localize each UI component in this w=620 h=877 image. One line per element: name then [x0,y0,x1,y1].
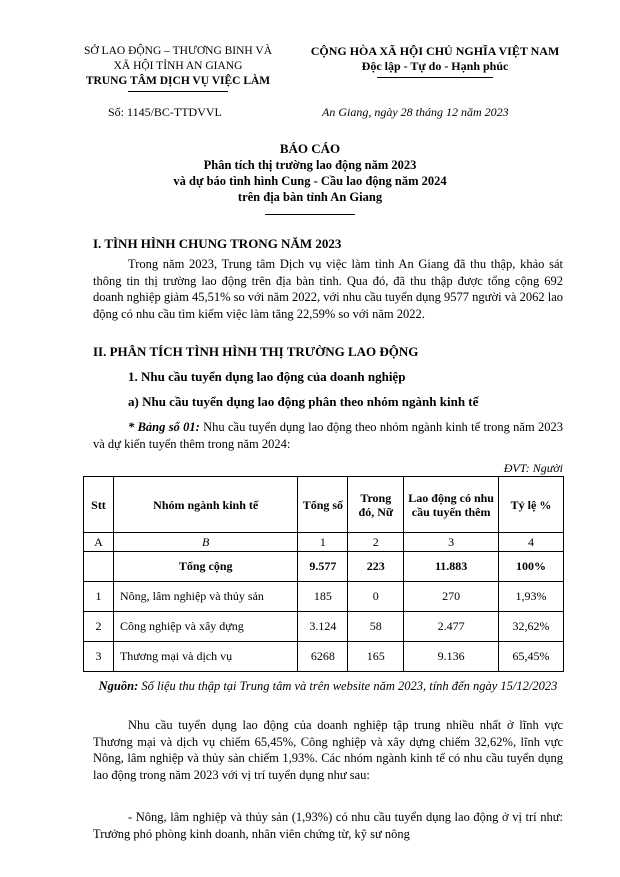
index-cell: 2 [348,533,404,552]
agency-line-1: SỞ LAO ĐỘNG – THƯƠNG BINH VÀ [83,45,273,57]
row-total-cell: 6268 [298,642,348,672]
row-group-cell: Nông, lâm nghiệp và thủy sản [113,582,297,612]
header-stt: Stt [84,477,114,533]
table-row [84,582,564,612]
unit-label: ĐVT: Người [503,461,563,475]
index-cell: 1 [298,533,348,552]
table-row [84,612,564,642]
title-underline [265,214,355,215]
row-group-cell: Công nghiệp và xây dựng [113,612,297,642]
document-date: An Giang, ngày 28 tháng 12 năm 2023 [322,105,509,119]
national-header [300,44,570,74]
report-subtitle [40,157,580,205]
total-female-cell: 223 [348,552,404,582]
table-header-row [84,477,564,533]
row-demand-cell: 270 [404,582,499,612]
total-total-cell: 9.577 [298,552,348,582]
country-name: CỘNG HÒA XÃ HỘI CHỦ NGHĨA VIỆT NAM [310,44,560,58]
analysis-paragraph: Nhu cầu tuyển dụng lao động của doanh nghiệp tập trung nhiều nhất ở lĩnh vực Thương mại và dịch vụ chiếm 65,45%, Công nghiệp và xây dựng chiếm 32,62%, lĩnh vực Nông, lâm nghiệp và thủy sản chiếm 1,93%. Các nhóm ngành kinh tế có nhu cầu tuyển dụng lao động trong năm 2023 với vị trí tuyển dụng như sau: [93,718,563,782]
total-demand-cell: 11.883 [404,552,499,582]
subtitle-line-2: và dự báo tình hình Cung - Cầu lao động năm 2024 [173,174,447,188]
row-ratio-cell: 32,62% [499,612,564,642]
header-demand: Lao động có nhu cầu tuyển thêm [404,477,499,533]
header-female: Trong đó, Nữ [348,477,404,533]
row-ratio-cell: 1,93% [499,582,564,612]
source-label: Nguồn: [98,679,139,693]
row-female-cell: 0 [348,582,404,612]
total-label-cell: Tổng cộng [113,552,297,582]
row-stt-cell: 3 [84,642,114,672]
index-cell: 4 [499,533,564,552]
section-2-heading: II. PHÂN TÍCH TÌNH HÌNH THỊ TRƯỜNG LAO ĐỘNG [93,344,419,359]
total-stt-cell [84,552,114,582]
row-ratio-cell: 65,45% [499,642,564,672]
issuing-agency [78,44,278,89]
table-total-row [84,552,564,582]
table-row [84,642,564,672]
subsection-1-heading: 1. Nhu cầu tuyển dụng lao động của doanh nghiệp [128,369,406,384]
subtitle-line-3: trên địa bàn tỉnh An Giang [237,190,383,204]
row-female-cell: 165 [348,642,404,672]
header-group: Nhóm ngành kinh tế [113,477,297,533]
section-1-paragraph: Trong năm 2023, Trung tâm Dịch vụ việc làm tỉnh An Giang đã thu thập, khảo sát thông tin thị trường lao động trên địa bàn tỉnh. Qua đó, đã thu thập được tổng cộng 692 doanh nghiệp giảm 45,51% so với năm 2022, với nhu cầu tuyển dụng 9577 người và 2062 lao động có nhu cầu tìm kiếm việc làm tăng 22,59% so với năm 2022. [93,257,563,321]
row-group-cell: Thương mại và dịch vụ [113,642,297,672]
recruitment-table [83,476,564,672]
row-total-cell: 3.124 [298,612,348,642]
source-text: Số liệu thu thập tại Trung tâm và trên website năm 2023, tính đến ngày 15/12/2023 [138,679,558,693]
header-ratio: Tỷ lệ % [499,477,564,533]
motto-underline [377,77,493,78]
row-female-cell: 58 [348,612,404,642]
analysis-bullet: - Nông, lâm nghiệp và thủy sản (1,93%) có nhu cầu tuyển dụng lao động ở vị trí như: Trưởng phó phòng kinh doanh, nhân viên chứng từ, kỹ sư nông [93,810,563,841]
agency-underline [128,91,228,92]
section-1-heading: I. TÌNH HÌNH CHUNG TRONG NĂM 2023 [93,236,342,251]
table-caption [93,419,563,452]
report-title: BÁO CÁO [279,141,341,156]
table-caption-text: Nhu cầu tuyển dụng lao động theo nhóm ngành kinh tế trong năm 2023 và dự kiến tuyển thêm trong năm 2024: [93,420,564,451]
document-number: Số: 1145/BC-TTDVVL [108,105,222,119]
subtitle-line-1: Phân tích thị trường lao động năm 2023 [203,158,417,172]
table-source [93,678,563,694]
row-stt-cell: 1 [84,582,114,612]
agency-line-2: XÃ HỘI TỈNH AN GIANG [113,60,243,72]
total-ratio-cell: 100% [499,552,564,582]
table-caption-label: * Bảng số 01: [128,420,200,434]
index-cell: B [113,533,297,552]
subsection-1a-heading: a) Nhu cầu tuyển dụng lao động phân theo nhóm ngành kinh tế [128,394,479,409]
index-cell: 3 [404,533,499,552]
national-motto: Độc lập - Tự do - Hạnh phúc [361,59,509,73]
row-total-cell: 185 [298,582,348,612]
row-demand-cell: 9.136 [404,642,499,672]
table-index-row [84,533,564,552]
agency-line-3: TRUNG TÂM DỊCH VỤ VIỆC LÀM [85,75,271,87]
index-cell: A [84,533,114,552]
row-demand-cell: 2.477 [404,612,499,642]
row-stt-cell: 2 [84,612,114,642]
header-total: Tổng số [298,477,348,533]
